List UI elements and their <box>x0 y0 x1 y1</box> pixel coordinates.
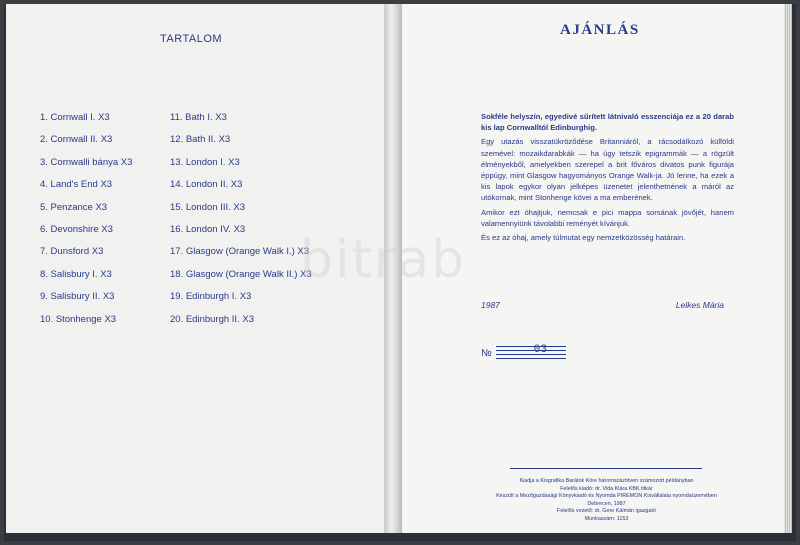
serial-label: № <box>481 348 492 359</box>
serial-value: 03 <box>533 344 547 356</box>
paragraph: Amikor ezt óhajtjuk, nemcsak e pici mappa sorsának jövőjét, hanem valamennyiünk távolabbi reményét kívánjuk. <box>481 207 734 228</box>
toc-item: 14. London II. X3 <box>170 179 243 191</box>
colophon <box>464 478 749 524</box>
toc-item: 16. London IV. X3 <box>170 223 246 235</box>
page-title: AJÁNLÁS <box>560 22 640 38</box>
toc-item: 11. Bath I. X3 <box>170 112 227 123</box>
colophon-line: Felelős kiadó: dr. Vida Klára KBK titkár <box>560 485 653 492</box>
toc-item: 2. Cornwall II. X3 <box>40 134 113 146</box>
toc-item: 4. Land's End X3 <box>40 179 113 191</box>
toc-item: 12. Bath II. X3 <box>170 134 231 146</box>
colophon-line: Készült a Mezőgazdasági Könyvkiadó és Nyomda PIREMON Kisvállalata nyomdaüzemében <box>496 493 717 500</box>
toc-title: TARTALOM <box>160 33 223 45</box>
year: 1987 <box>481 300 500 310</box>
author: Lelkes Mária <box>675 300 724 310</box>
toc-item: 7. Dunsford X3 <box>40 246 104 258</box>
toc-item: 18. Glasgow (Orange Walk II.) X3 <box>170 268 312 280</box>
toc-item: 15. London III. X3 <box>170 201 246 213</box>
toc-item: 19. Edinburgh I. X3 <box>170 291 252 303</box>
toc-column-2 <box>170 112 312 336</box>
paragraph: Egy utazás visszatükröződése Britanniáról, a rácsodálkozó külföldi szemével: mozaikdarabkák — ha úgy tetszik epigrammák — a rögzült élményekből, amelyekben szerepel a brit főváros divatos punk figurája éppúgy, mint Glasgow hagyományos Orange Walk-ja. Jó lenne, ha ezek a kis lapok egykor olyan jelképes üzenetet jelenthetnének a máról az utókornak, mint Stonhenge kövei a ma emberének. <box>481 137 734 203</box>
paragraph: És ez az óhaj, amely túlmutat egy nemzetközösség határain. <box>481 233 686 243</box>
colophon-line: Felelős vezető: dr. Gere Kálmán igazgató <box>557 508 656 515</box>
serial-number <box>481 343 566 359</box>
toc-column-1 <box>40 112 132 336</box>
watermark: bitrab <box>300 230 467 290</box>
toc-item: 13. London I. X3 <box>170 156 240 168</box>
toc-item: 9. Salisbury II. X3 <box>40 291 115 303</box>
toc-item: 8. Salisbury I. X3 <box>40 268 112 280</box>
toc-item: 5. Penzance X3 <box>40 201 108 213</box>
toc-item: 10. Stonhenge X3 <box>40 313 117 325</box>
colophon-line: Debrecen, 1987 <box>587 500 626 507</box>
toc-item: 6. Devonshire X3 <box>40 223 113 235</box>
toc-item: 1. Cornwall I. X3 <box>40 112 110 123</box>
toc-item: 3. Cornwalli bánya X3 <box>40 156 133 168</box>
toc-item: 20. Edinburgh II. X3 <box>170 313 254 325</box>
serial-lines <box>496 343 566 359</box>
colophon-line: Kiadja a Kisgrafika Barátok Köre háromszázötven számozott példányban <box>519 478 694 484</box>
divider <box>510 468 702 469</box>
paragraph: Sokféle helyszín, egyedivé sűrített látnivaló esszenciája ez a 20 darab kis lap Cornwalltól Edinburghig. <box>481 112 734 133</box>
signature-row <box>481 300 724 310</box>
colophon-line: Munkaszám: 1153 <box>584 515 629 522</box>
toc-item: 17. Glasgow (Orange Walk I.) X3 <box>170 246 310 258</box>
foreword-text <box>481 111 734 246</box>
page-edges <box>784 4 792 533</box>
